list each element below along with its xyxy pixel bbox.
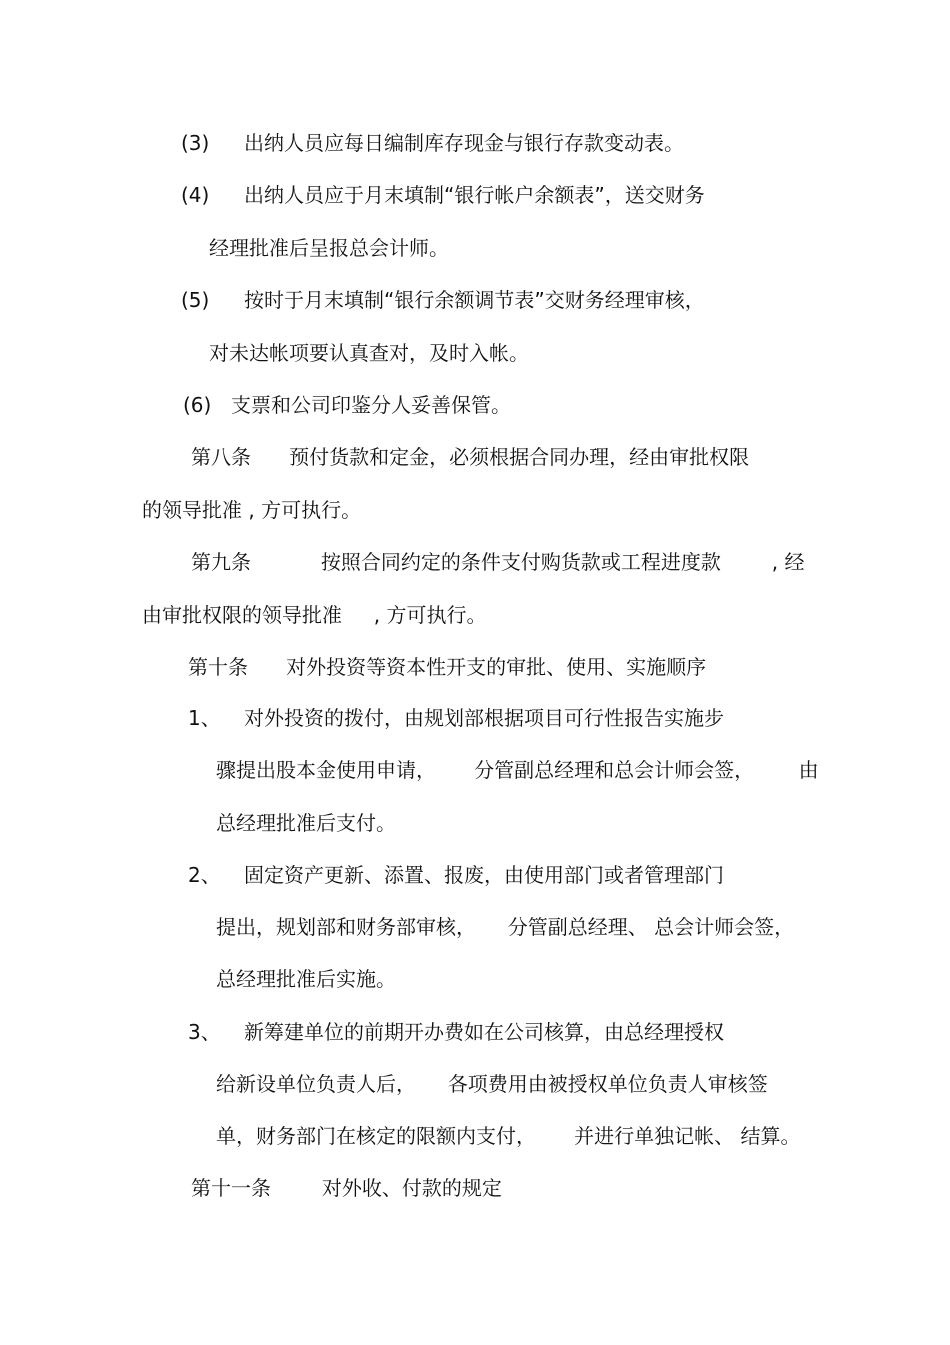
article-9-line1: 第九条 按照合同约定的条件支付购货款或工程进度款 , 经: [191, 550, 805, 574]
subitem-1-line3: 总经理批准后支付。: [216, 811, 396, 835]
subitem-3-line1: 新筹建单位的前期开办费如在公司核算，由总经理授权: [244, 1020, 724, 1044]
article-11-heading: 第十一条 对外收、付款的规定: [191, 1176, 502, 1200]
article-9-line2: 由审批权限的领导批准 , 方可执行。: [142, 603, 487, 627]
article-10-heading: 第十条 对外投资等资本性开支的审批、使用、实施顺序: [188, 655, 707, 679]
item-4-text-line1: 出纳人员应于月末填制“银行帐户余额表”，送交财务: [244, 183, 705, 207]
item-6-text: 支票和公司印鉴分人妥善保管。: [231, 393, 511, 417]
subitem-3-line2: 给新设单位负责人后， 各项费用由被授权单位负责人审核签: [216, 1072, 768, 1096]
article-8-line1: 第八条 预付货款和定金，必须根据合同办理，经由审批权限: [191, 445, 750, 469]
item-4-text-line2: 经理批准后呈报总会计师。: [209, 236, 449, 260]
article-8-line2: 的领导批准 , 方可执行。: [142, 498, 362, 522]
subitem-2-line2: 提出，规划部和财务部审核， 分管副总经理、 总会计师会签，: [216, 915, 795, 939]
subitem-2-line3: 总经理批准后实施。: [216, 967, 396, 991]
subitem-1-line1: 对外投资的拨付，由规划部根据项目可行性报告实施步: [244, 706, 724, 730]
subitem-number-3: 3、: [188, 1020, 221, 1044]
item-number-3: (3): [181, 131, 210, 155]
subitem-2-line1: 固定资产更新、添置、报废，由使用部门或者管理部门: [244, 863, 724, 887]
item-5-text-line1: 按时于月末填制“银行余额调节表”交财务经理审核，: [244, 288, 705, 312]
subitem-number-1: 1、: [188, 706, 221, 730]
item-3-text: 出纳人员应每日编制库存现金与银行存款变动表。: [244, 131, 684, 155]
item-number-5: (5): [181, 288, 210, 312]
item-number-6: (6): [183, 393, 212, 417]
subitem-1-line2: 骤提出股本金使用申请， 分管副总经理和总会计师会签， 由: [216, 758, 819, 782]
subitem-number-2: 2、: [188, 863, 221, 887]
item-5-text-line2: 对未达帐项要认真查对，及时入帐。: [209, 341, 529, 365]
subitem-3-line3: 单，财务部门在核定的限额内支付， 并进行单独记帐、 结算。: [216, 1124, 801, 1148]
item-number-4: (4): [181, 183, 210, 207]
